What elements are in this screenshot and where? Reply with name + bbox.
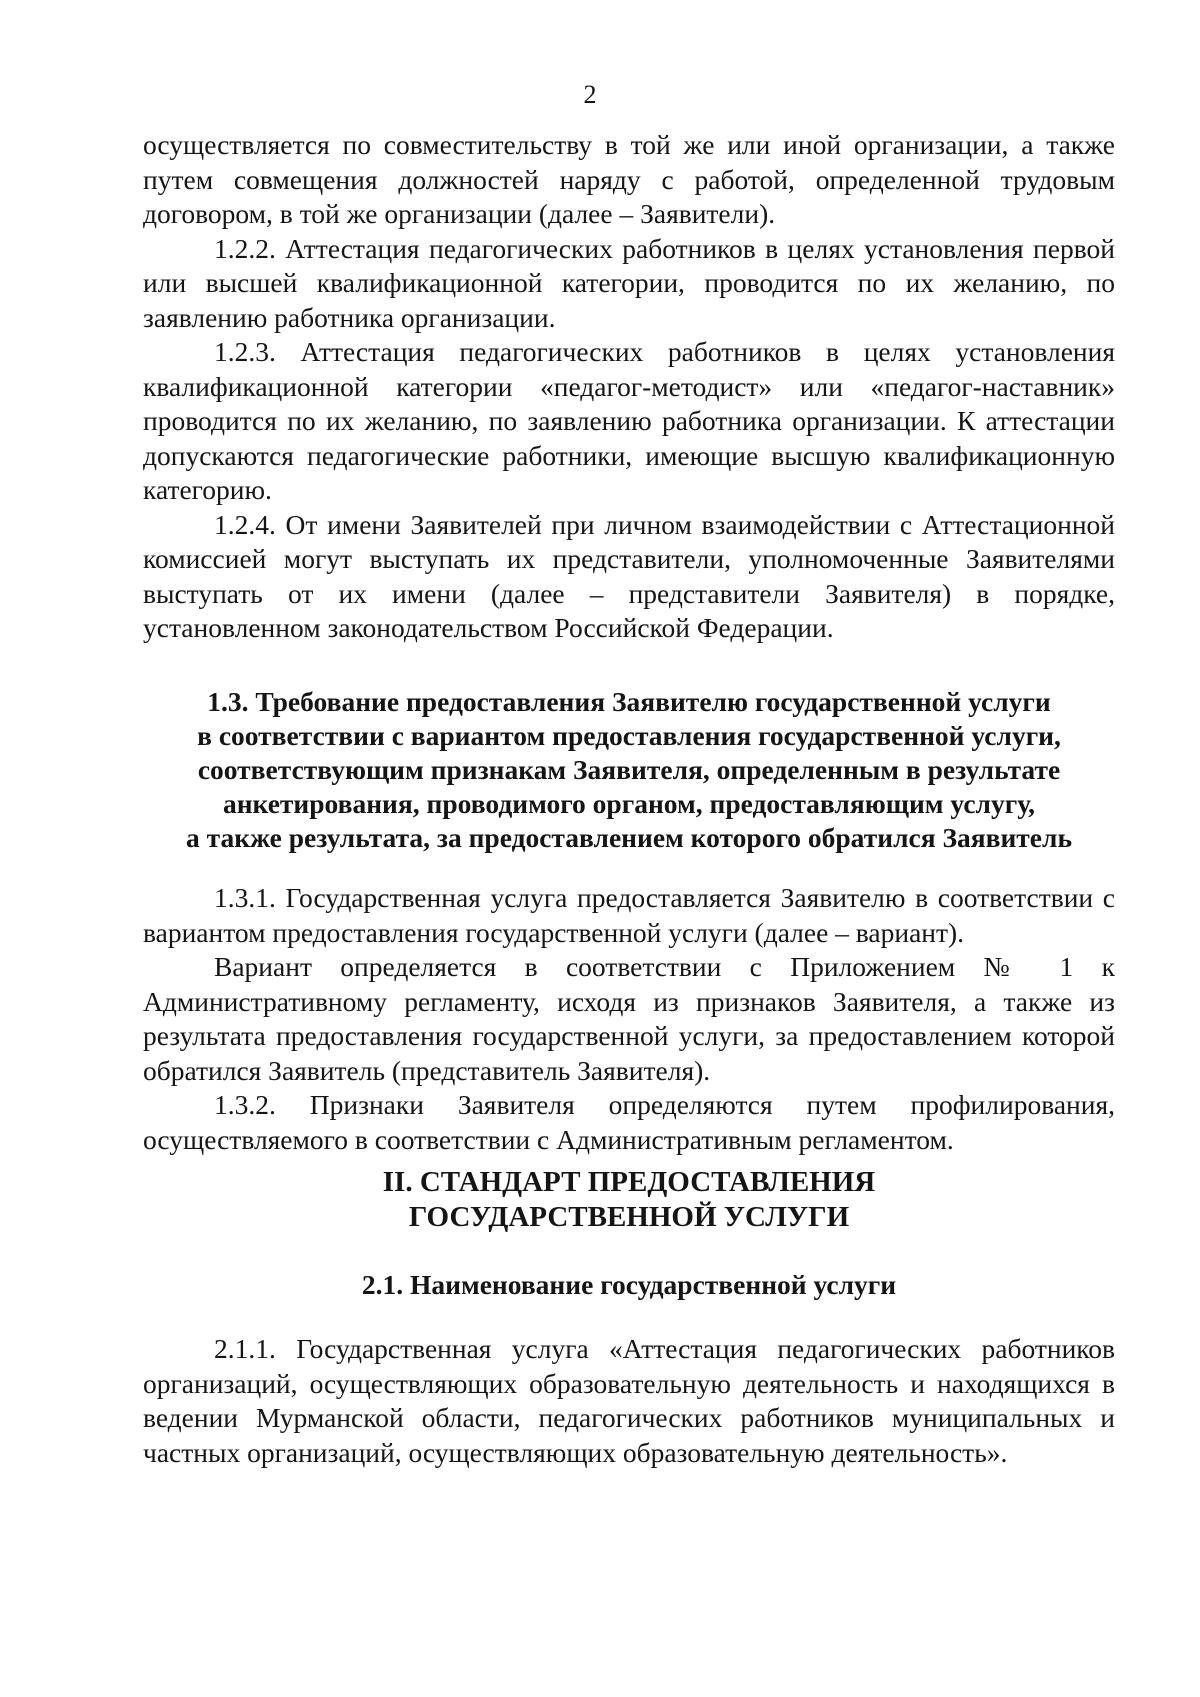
paragraph-1-2-3: 1.2.3. Аттестация педагогических работников в целях установления квалификационной категории «педагог-методист» или «педагог-наставник» проводится по их желанию, по заявлению работника организации. К аттестации допускаются педагогические работники, имеющие высшую квалификационную категорию. — [143, 336, 1115, 505]
heading-ii-line-1: II. СТАНДАРТ ПРЕДОСТАВЛЕНИЯ — [382, 1166, 876, 1198]
heading-1-3-line-3: соответствующим признакам Заявителя, определенным в результате — [197, 754, 1061, 785]
section-2-1-body — [143, 1332, 1115, 1470]
heading-1-3 — [143, 685, 1115, 855]
paragraph-variant: Вариант определяется в соответствии с Приложением № 1 к Административному регламенту, исходя из признаков Заявителя, а также из результата предоставления государственной услуги, за предоставлением которой обратился Заявитель (представитель Заявителя). — [143, 951, 1115, 1086]
section-1-2-body — [143, 128, 1115, 646]
page-number: 2 — [583, 80, 597, 109]
heading-1-3-line-1: 1.3. Требование предоставления Заявителю государственной услуги — [207, 686, 1051, 717]
heading-1-3-line-5: а также результата, за предоставлением которого обратился Заявитель — [186, 822, 1072, 853]
paragraph-continuation: осуществляется по совместительству в той же или иной организации, а также путем совмещения должностей наряду с работой, определенной трудовым договором, в той же организации (далее – Заявители). — [143, 129, 1115, 229]
heading-section-ii — [143, 1165, 1115, 1235]
heading-1-3-line-2: в соответствии с вариантом предоставления государственной услуги, — [197, 720, 1061, 751]
heading-2-1: 2.1. Наименование государственной услуги — [361, 1269, 897, 1300]
paragraph-1-2-4: 1.2.4. От имени Заявителей при личном взаимодействии с Аттестационной комиссией могут выступать их представители, уполномоченные Заявителями выступать от их имени (далее – представители Заявителя) в порядке, установленном законодательством Российской Федерации. — [143, 508, 1115, 643]
section-1-3-body — [143, 881, 1115, 1157]
heading-1-3-line-4: анкетирования, проводимого органом, предоставляющим услугу, — [222, 788, 1036, 819]
paragraph-2-1-1: 2.1.1. Государственная услуга «Аттестация педагогических работников организаций, осуществляющих образовательную деятельность и находящихся в ведении Мурманской области, педагогических работников муниципальных и частных организаций, осуществляющих образовательную деятельность». — [143, 1333, 1115, 1468]
paragraph-1-3-1: 1.3.1. Государственная услуга предоставляется Заявителю в соответствии с вариантом предоставления государственной услуги (далее – вариант). — [143, 882, 1115, 948]
paragraph-1-2-2: 1.2.2. Аттестация педагогических работников в целях установления первой или высшей квалификационной категории, проводится по их желанию, по заявлению работника организации. — [143, 232, 1115, 333]
heading-ii-line-2: ГОСУДАРСТВЕННОЙ УСЛУГИ — [408, 1201, 850, 1233]
paragraph-1-3-2: 1.3.2. Признаки Заявителя определяются путем профилирования, осуществляемого в соответствии с Административным регламентом. — [143, 1089, 1115, 1155]
